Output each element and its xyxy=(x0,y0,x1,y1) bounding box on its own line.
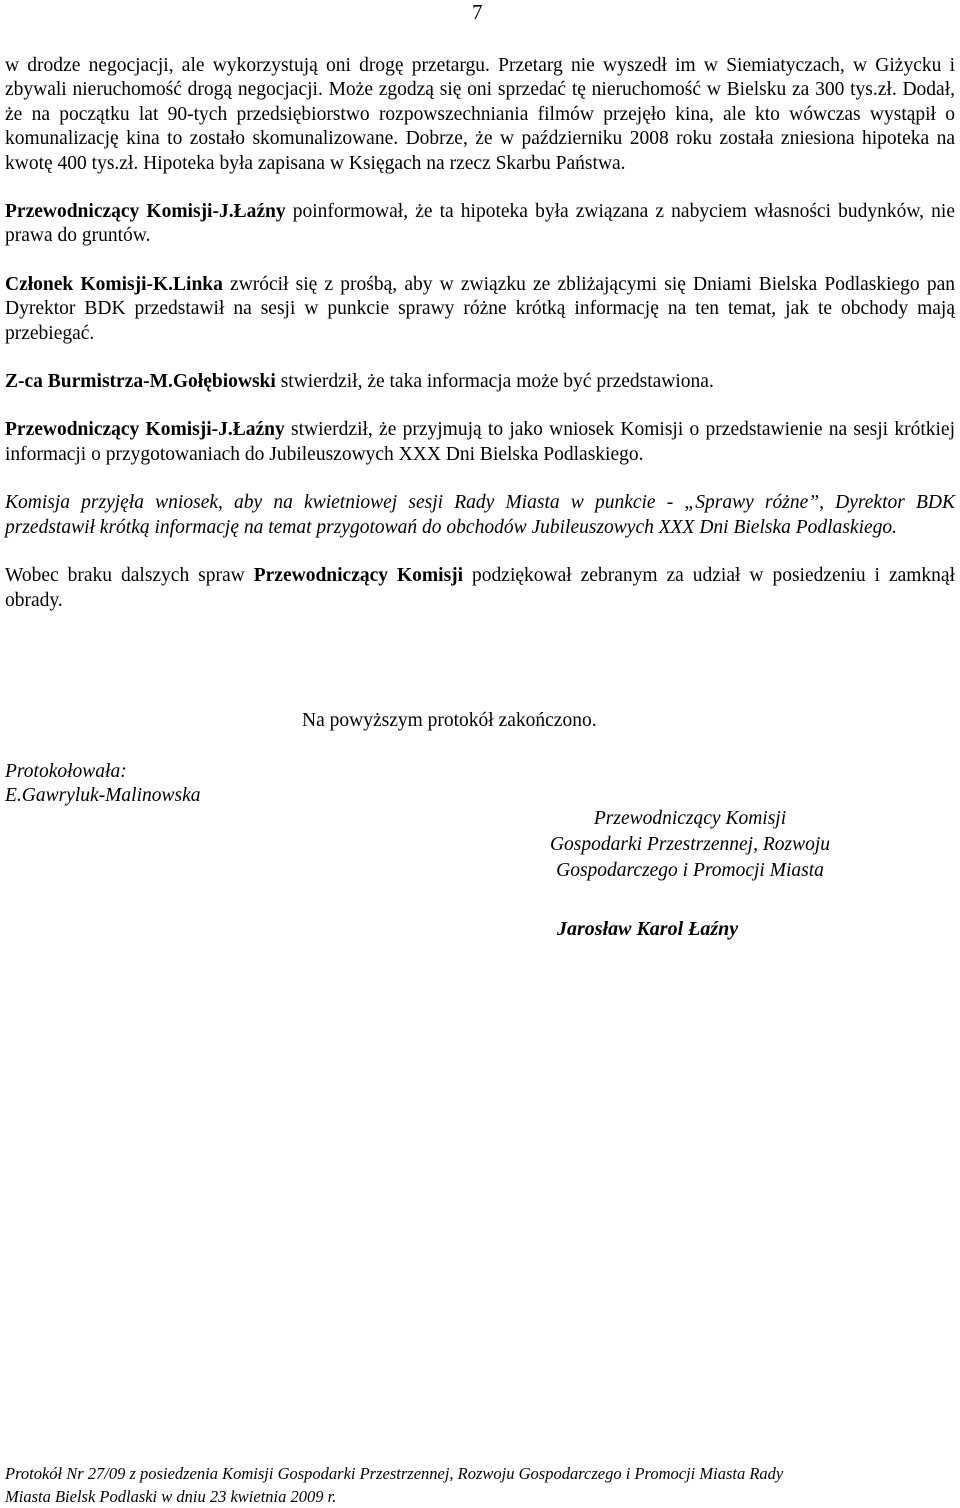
paragraph-closing-meeting xyxy=(5,564,955,613)
recorder-block xyxy=(5,760,201,808)
page-number: 7 xyxy=(472,0,483,24)
speaker-name: Z-ca Burmistrza-M.Gołębiowski xyxy=(5,371,276,393)
paragraph-text: podziękował zebranym za udział w posiedzeniu i zamknął obrady. xyxy=(5,565,956,611)
paragraph-text: poinformował, że ta hipoteka była związana z nabyciem własności budynków, nie prawa do gruntów. xyxy=(5,201,955,247)
signature-name: Jarosław Karol Łaźny xyxy=(557,918,739,940)
speaker-name: Przewodniczący Komisji-J.Łaźny xyxy=(5,419,285,441)
signature-title-line: Przewodniczący Komisji xyxy=(593,808,787,829)
page-footer xyxy=(5,1462,955,1508)
paragraph-text: stwierdził, że przyjmują to jako wniosek Komisji o przedstawienie na sesji krótkiej informacji o przygotowaniach do Jubileuszowych XXX Dni Bielska Podlaskiego. xyxy=(5,419,955,465)
paragraph-chairman-mortgage xyxy=(5,200,955,249)
document-body xyxy=(5,54,955,613)
speaker-name: Członek Komisji-K.Linka xyxy=(5,273,223,295)
speaker-name: Przewodniczący Komisji-J.Łaźny xyxy=(5,201,286,223)
paragraph-member-request xyxy=(5,273,955,346)
recorder-label: Protokołowała: xyxy=(5,761,127,782)
paragraph-text: stwierdził, że taka informacja może być przedstawiona. xyxy=(275,371,714,393)
recorder-name: E.Gawryluk-Malinowska xyxy=(5,785,201,806)
paragraph-deputy-mayor xyxy=(5,370,955,394)
footer-line: Miasta Bielsk Podlaski w dniu 23 kwietnia 2009 r. xyxy=(5,1487,337,1506)
paragraph-negotiations: w drodze negocjacji, ale wykorzystują oni drogę przetargu. Przetarg nie wyszedł im w Siemiatyczach, w Giżycku i zbywali nieruchomość drogą negocjacji. Może zgodzą się oni sprzedać tę nieruchomość w Bielsku za 300 tys.zł. Dodał, że na początku lat 90-tych przedsiębiorstwo rozpowszechniania filmów przejęło kina, ale kto wówczas wystąpił o komunalizację kina to zostało skomunalizowane. Dobrze, że w październiku 2008 roku została zniesiona hipoteka na kwotę 400 tys.zł. Hipoteka była zapisana w Księgach na rzecz Skarbu Państwa. xyxy=(5,55,955,174)
footer-line: Protokół Nr 27/09 z posiedzenia Komisji Gospodarki Przestrzennej, Rozwoju Gospodarczego i Promocji Miasta Rady xyxy=(5,1464,784,1483)
speaker-name: Przewodniczący Komisji xyxy=(253,565,464,587)
signature-title-line: Gospodarczego i Promocji Miasta xyxy=(556,860,824,881)
closing-statement: Na powyższym protokół zakończono. xyxy=(302,710,597,731)
paragraph-chairman-motion xyxy=(5,418,955,467)
paragraph-text: Wobec braku dalszych spraw xyxy=(5,565,254,587)
paragraph-commission-resolution: Komisja przyjęła wniosek, aby na kwietniowej sesji Rady Miasta w punkcie - „Sprawy różne”, Dyrektor BDK przedstawił krótką informację na temat przygotowań do obchodów Jubileuszowych XXX Dni Bielska Podlaskiego. xyxy=(5,492,955,538)
signature-title-block xyxy=(470,806,910,884)
paragraph-text: zwrócił się z prośbą, aby w związku ze zbliżającymi się Dniami Bielska Podlaskiego pan Dyrektor BDK przedstawił na sesji w punkcie sprawy różne krótką informację na ten temat, jak te obchody mają przebiegać. xyxy=(5,273,955,344)
signature-title-line: Gospodarki Przestrzennej, Rozwoju xyxy=(549,834,831,855)
